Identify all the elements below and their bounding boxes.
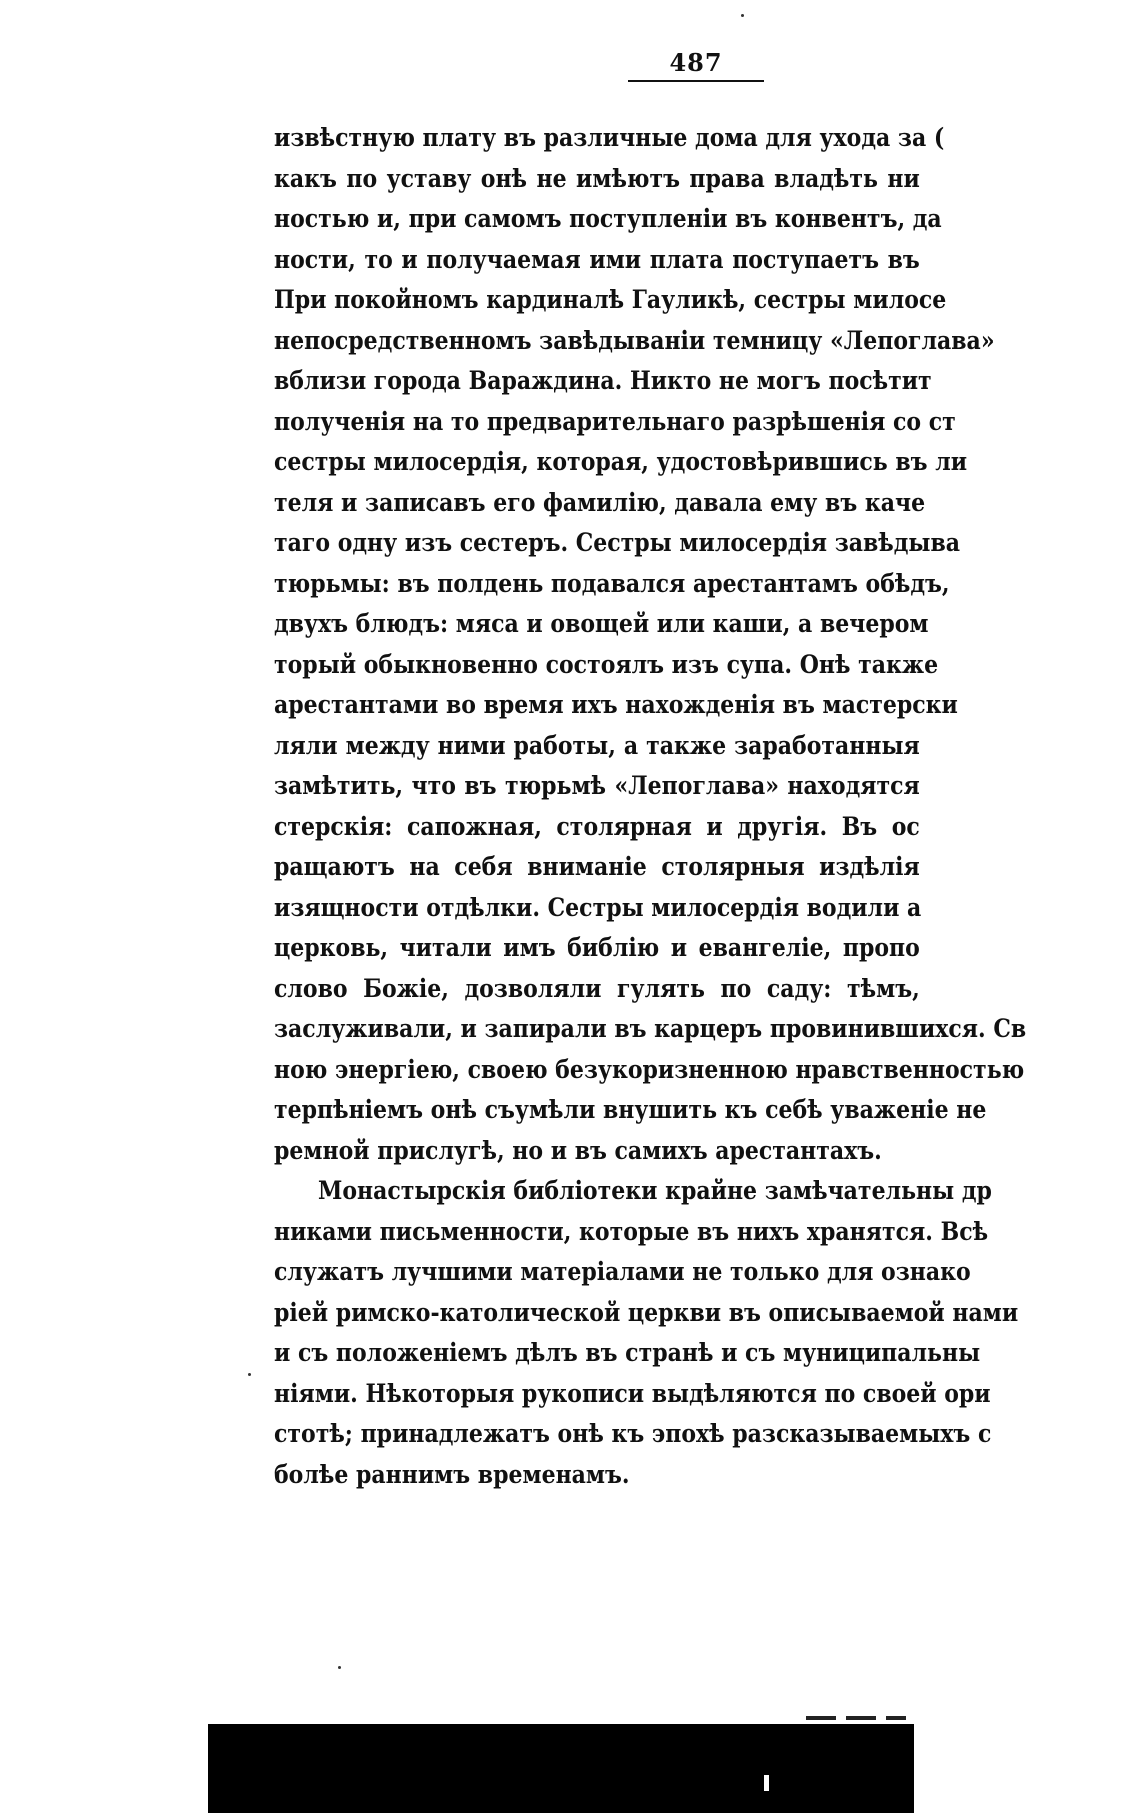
text-line: терпѣніемъ онѣ съумѣли внушить къ себѣ уваженіе не xyxy=(274,1095,987,1124)
text-line: ріей римско-католической церкви въ описываемой нами xyxy=(274,1297,1019,1327)
text-line: изящности отдѣлки. Сестры милосердія водили а xyxy=(274,892,922,922)
text-line: полученія на то предварительнаго разрѣшенія со ст xyxy=(274,406,956,436)
text-line: стерскія: сапожная, столярная и другія. Въ ос xyxy=(274,811,920,841)
text-line: никами письменности, которые въ нихъ хранятся. Всѣ xyxy=(274,1216,989,1246)
scan-speck xyxy=(338,1666,341,1669)
scan-bottom-border xyxy=(208,1724,914,1813)
text-line: ною энергіею, своею безукоризненною нравственностью xyxy=(274,1054,1025,1084)
scan-speck xyxy=(741,14,744,17)
text-line: ностью и, при самомъ поступленіи въ конвентъ, да xyxy=(274,204,942,233)
text-line: ности, то и получаемая ими плата поступаетъ въ xyxy=(274,244,920,274)
text-line: ращаютъ на себя вниманіе столярныя издѣлія xyxy=(274,852,920,881)
text-line: церковь, читали имъ библію и евангеліе, пропо xyxy=(274,933,920,962)
text-line: служатъ лучшими матеріалами не только для ознако xyxy=(274,1257,971,1286)
text-line: стотѣ; принадлежатъ онѣ къ эпохѣ разсказываемыхъ с xyxy=(274,1419,992,1448)
page-number: 487 xyxy=(669,48,723,77)
text-line: торый обыкновенно состоялъ изъ супа. Онѣ также xyxy=(274,649,939,679)
text-line: При покойномъ кардиналѣ Гауликѣ, сестры милосе xyxy=(274,285,947,314)
text-line: заслуживали, и запирали въ карцеръ провинившихся. Св xyxy=(274,1014,1027,1043)
text-line: Монастырскія библіотеки крайне замѣчательны др xyxy=(318,1176,992,1205)
text-line: таго одну изъ сестеръ. Сестры милосердія завѣдыва xyxy=(274,528,961,557)
scan-speck xyxy=(248,1373,251,1376)
text-line: замѣтить, что въ тюрьмѣ «Лепоглава» находятся xyxy=(274,771,920,800)
text-line: арестантами во время ихъ нахожденія въ мастерски xyxy=(274,690,958,719)
text-line: ляли между ними работы, а также заработанныя xyxy=(274,730,920,760)
text-line: тюрьмы: въ полдень подавался арестантамъ обѣдъ, xyxy=(274,568,950,598)
text-line: вблизи города Вараждина. Никто не могъ посѣтит xyxy=(274,366,932,395)
text-line: извѣстную плату въ различные дома для ухода за ( xyxy=(274,123,945,152)
text-line: ніями. Нѣкоторыя рукописи выдѣляются по своей ори xyxy=(274,1378,991,1408)
text-line: ремной прислугѣ, но и въ самихъ арестантахъ. xyxy=(274,1135,882,1165)
text-line: двухъ блюдъ: мяса и овощей или каши, а вечером xyxy=(274,609,929,638)
text-line: и съ положеніемъ дѣлъ въ странѣ и съ муниципальны xyxy=(274,1338,981,1367)
text-line: сестры милосердія, которая, удостовѣрившись въ ли xyxy=(274,447,968,476)
text-line: теля и записавъ его фамилію, давала ему въ каче xyxy=(274,487,926,517)
scan-edge-marks xyxy=(806,1716,906,1720)
text-line: какъ по уставу онѣ не имѣютъ права владѣть ни xyxy=(274,163,920,193)
text-line: непосредственномъ завѣдываніи темницу «Лепоглава» xyxy=(274,325,995,355)
scan-bottom-tick xyxy=(764,1775,769,1791)
text-line: слово Божіе, дозволяли гулять по саду: тѣмъ, xyxy=(274,973,920,1003)
body-text xyxy=(274,118,1027,1489)
text-line: болѣе раннимъ временамъ. xyxy=(274,1459,630,1489)
page-number-rule xyxy=(628,80,764,82)
